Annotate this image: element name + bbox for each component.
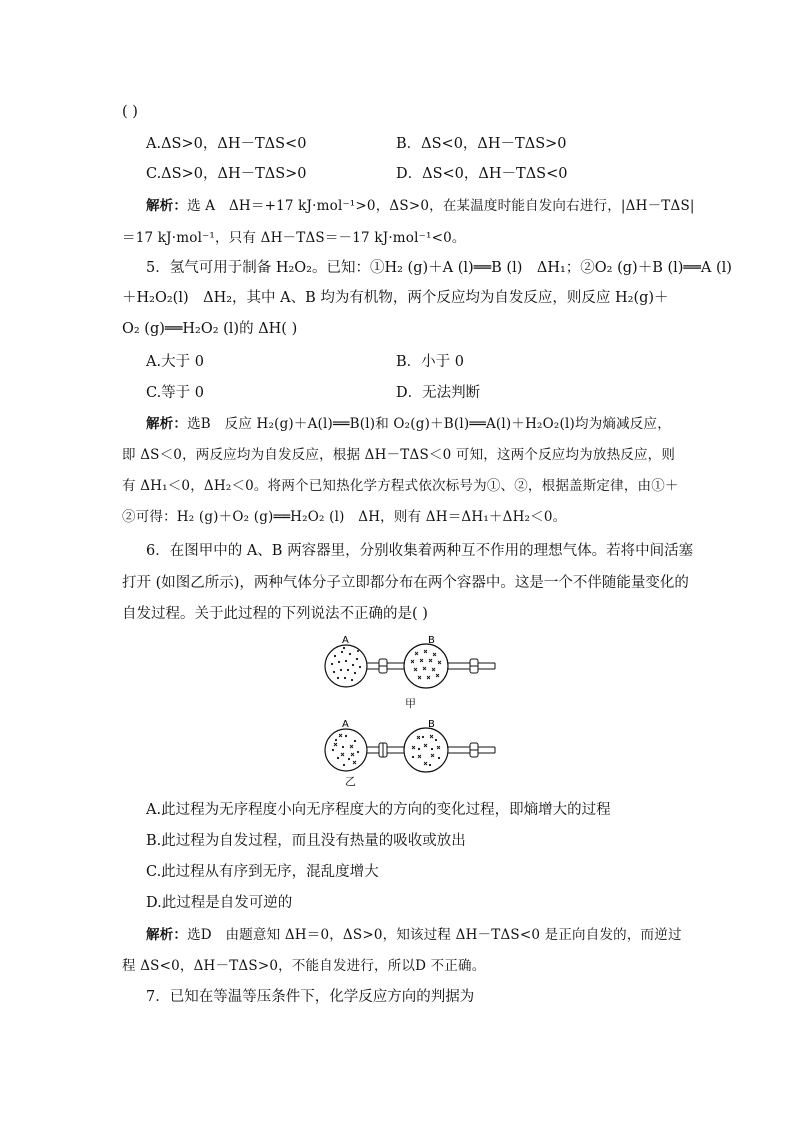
q6-stem-line-3: 自发过程。关于此过程的下列说法不正确的是( ) [122, 606, 428, 622]
vessel-b [404, 728, 448, 772]
q7-stem: 7．已知在等温等压条件下，化学反应方向的判据为 [146, 989, 475, 1005]
q6-option-b: B.此过程为自发过程，而且没有热量的吸收或放出 [146, 833, 466, 849]
q4-option-a: A.ΔS>0，ΔH－TΔS<0 [146, 136, 307, 152]
vessel-b-label: B [428, 635, 435, 646]
q6-stem-line-1: 6．在图甲中的 A、B 两容器里，分别收集着两种互不作用的理想气体。若将中间活塞 [146, 543, 694, 559]
gas-a-molecules [331, 647, 361, 681]
gas-b-molecules-mixed-in-a [334, 734, 356, 764]
figure-caption-yi: 乙 [345, 775, 356, 788]
gas-a-molecules-mixed-in-b [412, 736, 440, 766]
q5-option-c: C.等于 0 [146, 385, 205, 401]
q5-stem-line-1: 5．氢气可用于制备 H₂O₂。已知：①H₂ (g)＋A (l)══B (l) ΔH₁；②O₂ (g)＋B (l)══A (l) [146, 260, 732, 276]
q5-stem-line-3: O₂ (g)══H₂O₂ (l)的 ΔH( ) [122, 321, 298, 337]
q5-analysis-line-4: ②可得：H₂ (g)＋O₂ (g)══H₂O₂ (l) ΔH，则有 ΔH＝ΔH₁＋ΔH₂＜0。 [122, 509, 567, 525]
q5-analysis-line-1: 解析：选B 反应 H₂(g)＋A(l)══B(l)和 O₂(g)＋B(l)══A(l)＋H₂O₂(l)均为熵减反应， [146, 416, 671, 432]
q4-stem-tail: ( ) [122, 104, 138, 120]
q6-stem-line-2: 打开 (如图乙所示)，两种气体分子立即都分布在两个容器中。这是一个不伴随能量变化的 [122, 575, 689, 591]
q5-analysis-line-3: 有 ΔH₁＜0，ΔH₂＜0。将两个已知热化学方程式依次标号为①、②，根据盖斯定律，由①＋ [122, 478, 679, 494]
q6-analysis-line-2: 程 ΔS<0，ΔH－TΔS>0，不能自发进行，所以D 不正确。 [122, 958, 486, 974]
q4-analysis-line-1: 解析：选 A ΔH＝+17 kJ·mol⁻¹>0，ΔS>0，在某温度时能自发向右进行，|ΔH－TΔS| [146, 198, 695, 214]
q5-option-b: B．小于 0 [396, 354, 464, 370]
analysis-label: 解析： [146, 198, 188, 214]
q6-option-c: C.此过程从有序到无序，混乱度增大 [146, 864, 379, 880]
vessel-b-label: B [428, 719, 435, 730]
q4-option-b: B．ΔS<0，ΔH－TΔS>0 [396, 136, 567, 152]
q5-option-a: A.大于 0 [146, 354, 204, 370]
analysis-label: 解析： [146, 927, 188, 943]
q5-option-d: D．无法判断 [396, 385, 481, 401]
analysis-label: 解析： [146, 416, 188, 432]
q6-option-a: A.此过程为无序程度小向无序程度大的方向的变化过程，即熵增大的过程 [146, 802, 611, 818]
q4-option-c: C.ΔS>0，ΔH－TΔS>0 [146, 166, 307, 182]
figure-caption-jia: 甲 [405, 697, 416, 710]
vessel-a-label: A [342, 719, 349, 730]
q6-analysis-line-1: 解析：选D 由题意知 ΔH＝0，ΔS>0，知该过程 ΔH－TΔS<0 是正向自发的，而逆过 [146, 927, 682, 943]
q5-analysis-line-2: 即 ΔS＜0，两反应均为自发反应，根据 ΔH－TΔS＜0 可知，这两个反应均为放热反应，则 [122, 447, 676, 463]
q4-option-d: D．ΔS<0，ΔH－TΔS<0 [396, 166, 568, 182]
vessel-a-label: A [342, 635, 349, 646]
q4-analysis-line-2: ＝17 kJ·mol⁻¹，只有 ΔH－TΔS＝－17 kJ·mol⁻¹<0。 [122, 230, 466, 246]
q5-stem-line-2: ＋H₂O₂(l) ΔH₂，其中 A、B 均为有机物，两个反应均为自发反应，则反应 H₂(g)＋ [122, 290, 669, 306]
gas-b-molecules [411, 650, 441, 679]
vessel-a [325, 645, 367, 687]
q6-option-d: D.此过程是自发可逆的 [146, 895, 293, 911]
